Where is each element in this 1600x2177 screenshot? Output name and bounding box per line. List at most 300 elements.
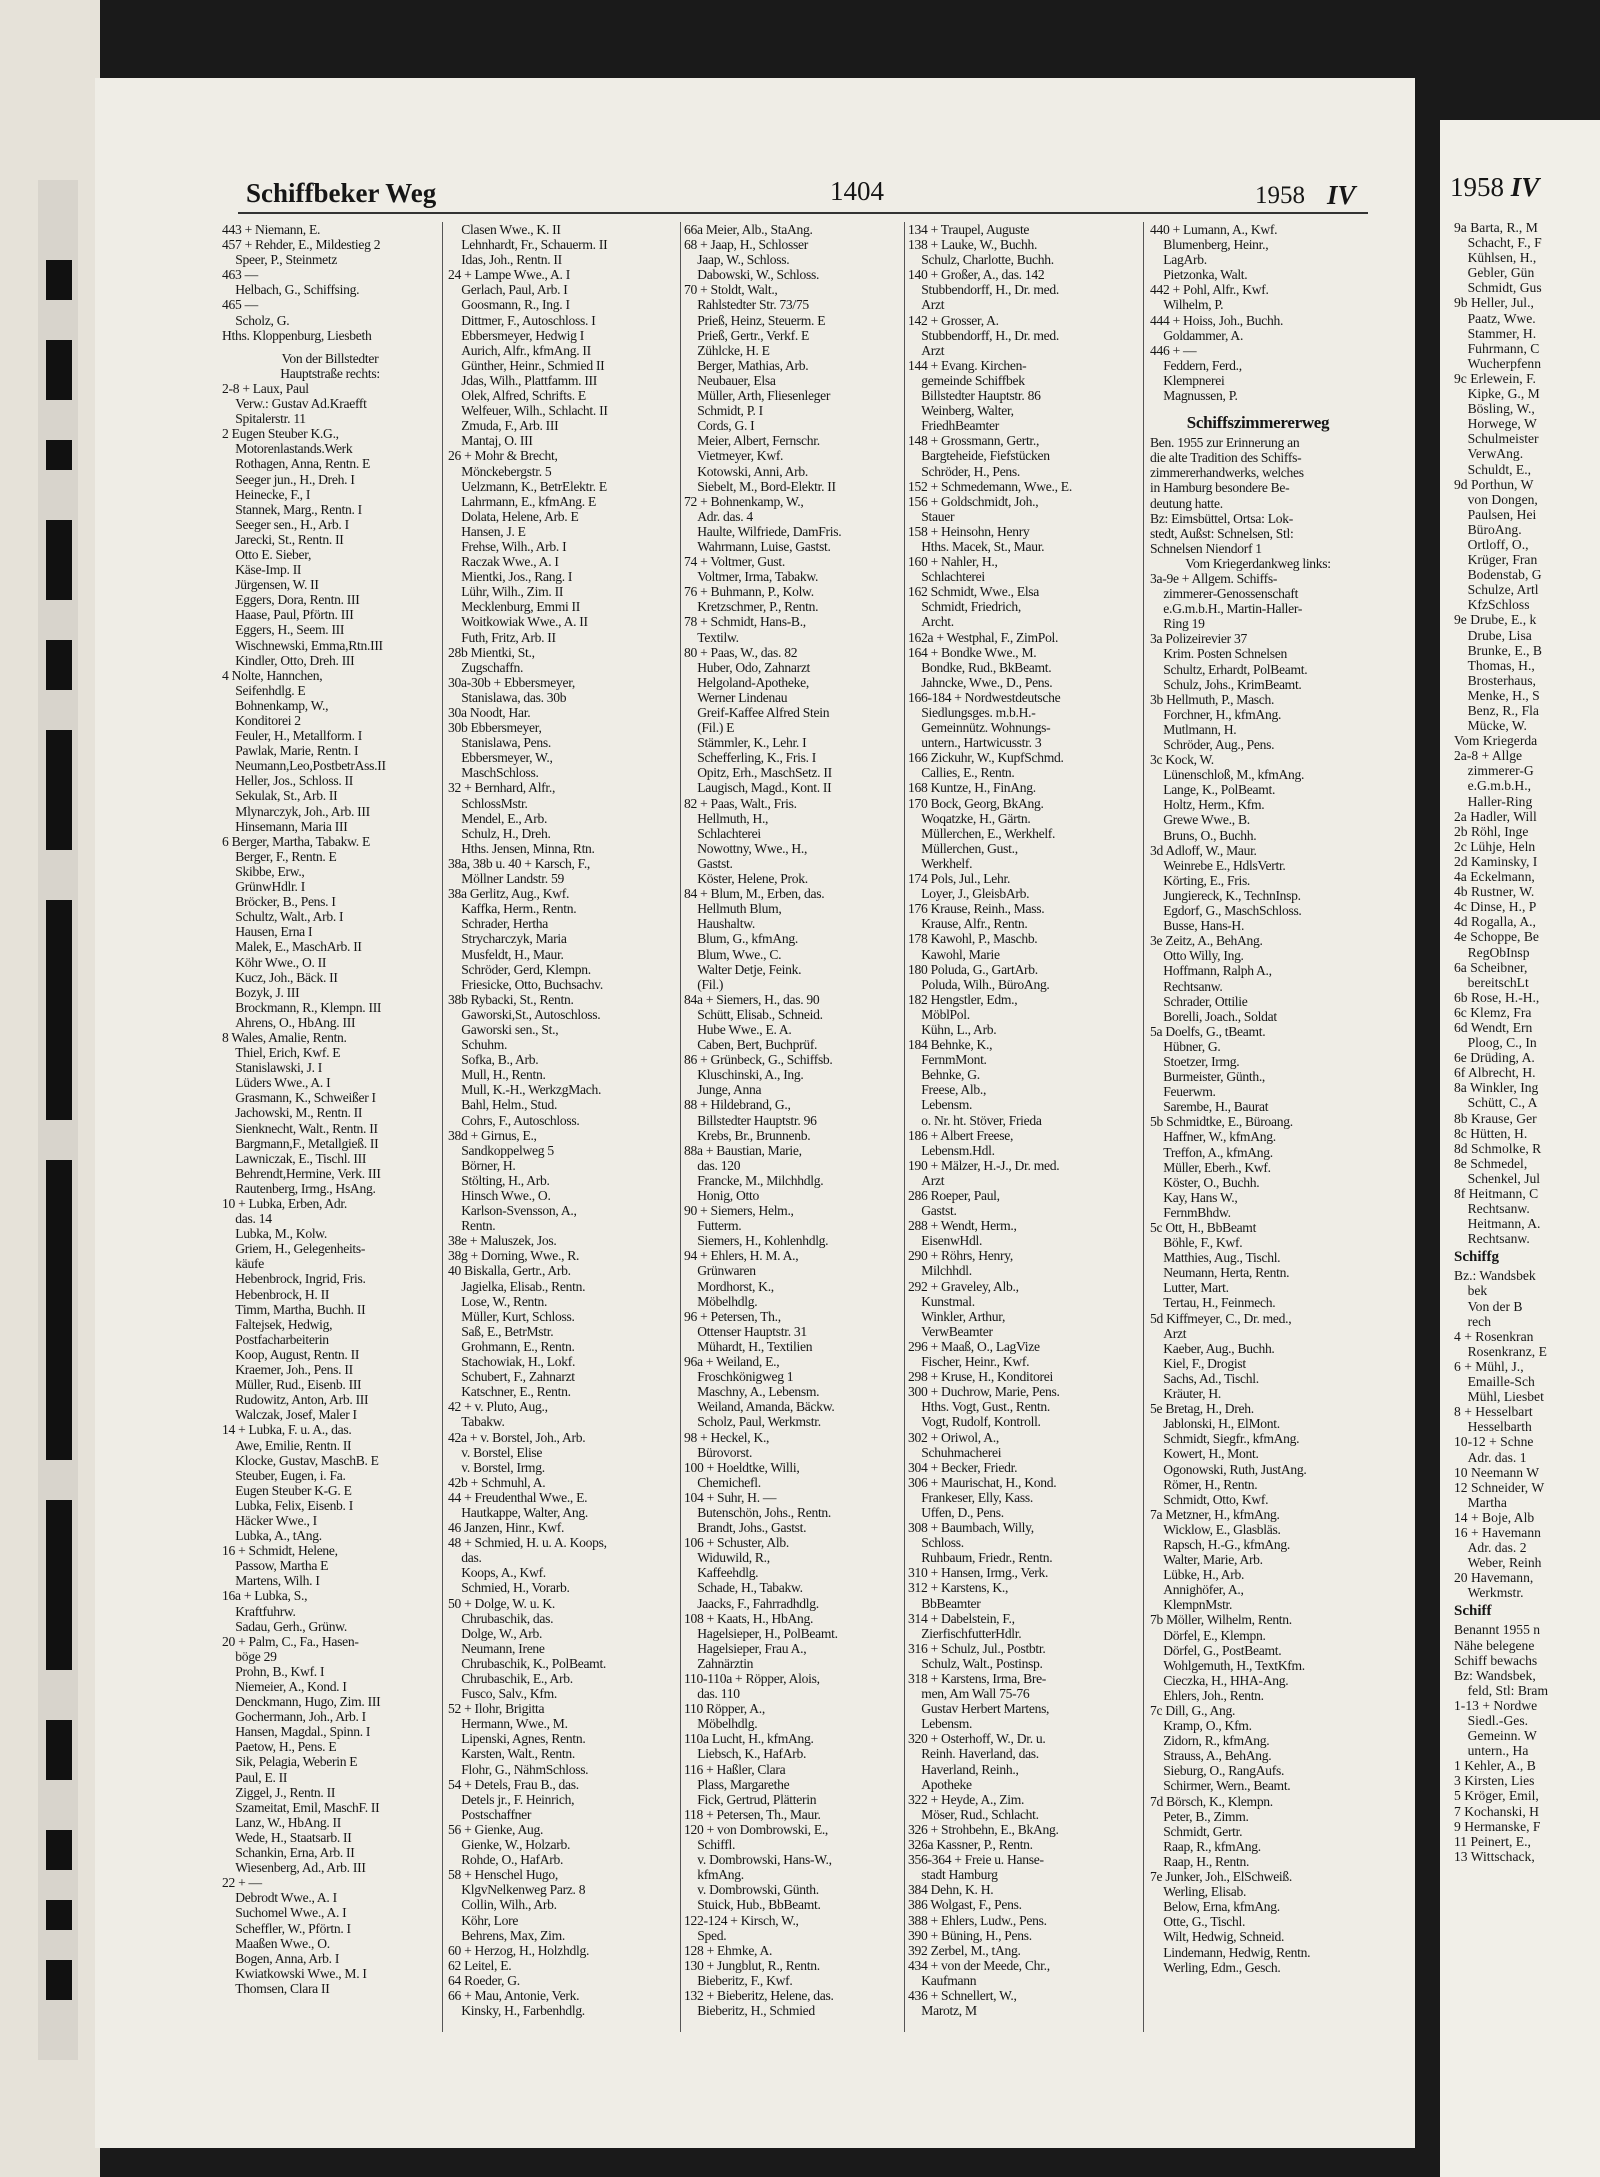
directory-entry: FriedhBeamter xyxy=(908,418,999,434)
directory-entry: 318 + Karstens, Irma, Bre- xyxy=(908,1671,1047,1686)
directory-entry: Uelzmann, K., BetrElektr. E xyxy=(448,478,607,494)
directory-entry: Bieberitz, H., Schmied xyxy=(684,2003,815,2019)
directory-entry: Lünenschloß, M., kfmAng. xyxy=(1150,767,1305,783)
directory-entry: Apotheke xyxy=(908,1776,972,1792)
directory-entry: 144 + Evang. Kirchen- xyxy=(908,357,1027,373)
adjacent-entry: Fuhrmann, C xyxy=(1454,340,1540,356)
adjacent-entry: Paulsen, Hei xyxy=(1454,506,1537,522)
adjacent-entry: Schulze, Artl xyxy=(1454,582,1539,598)
directory-entry: stadt Hamburg xyxy=(908,1867,998,1883)
directory-entry: Berger, Mathias, Arb. xyxy=(684,357,809,373)
directory-entry: Fusco, Salv., Kfm. xyxy=(448,1686,557,1702)
directory-entry: Frankeser, Elly, Kass. xyxy=(908,1489,1033,1505)
directory-entry: Schirmer, Wern., Beamt. xyxy=(1150,1778,1291,1794)
adjacent-entry: 16 + Havemann xyxy=(1454,1524,1541,1540)
binding-mark xyxy=(46,340,72,400)
directory-entry: Wohlgemuth, H., TextKfm. xyxy=(1150,1657,1305,1673)
directory-entry: stedt, Außst: Schnelsen, Stl: xyxy=(1150,525,1294,541)
adjacent-entry: 5 Kröger, Emil, xyxy=(1454,1788,1539,1804)
directory-entry: KlgvNelkenweg Parz. 8 xyxy=(448,1882,586,1898)
directory-entry: 434 + von der Meede, Chr., xyxy=(908,1957,1050,1973)
directory-entry: Kotowski, Anni, Arb. xyxy=(684,463,808,479)
directory-entry: 94 + Ehlers, H. M. A., xyxy=(684,1248,799,1264)
directory-entry: Kunstmal. xyxy=(908,1293,975,1309)
directory-entry: Strycharczyk, Maria xyxy=(448,931,567,947)
directory-entry: 174 Pols, Jul., Lehr. xyxy=(908,871,1011,887)
adjacent-entry: Adr. das. 2 xyxy=(1454,1540,1527,1556)
directory-entry: v. Dombrowski, Günth. xyxy=(684,1882,819,1898)
directory-entry: Werling, Elisab. xyxy=(1150,1884,1247,1900)
directory-entry: 152 + Schmedemann, Wwe., E. xyxy=(908,478,1072,494)
directory-entry: Walczak, Josef, Maler I xyxy=(222,1407,357,1423)
directory-entry: Hths. Vogt, Gust., Rentn. xyxy=(908,1399,1051,1415)
adjacent-entry: Ploog, C., In xyxy=(1454,1035,1537,1051)
directory-entry: das. xyxy=(448,1550,482,1566)
directory-entry: Grohmann, E., Rentn. xyxy=(448,1338,575,1354)
directory-entry: Kinsky, H., Farbenhdlg. xyxy=(448,2003,585,2019)
directory-entry: 106 + Schuster, Alb. xyxy=(684,1535,789,1551)
directory-entry: Thomsen, Clara II xyxy=(222,1980,330,1996)
adjacent-entry: Horwege, W xyxy=(1454,416,1537,432)
directory-entry: Mientki, Jos., Rang. I xyxy=(448,569,573,585)
directory-entry: 176 Krause, Reinh., Mass. xyxy=(908,901,1045,917)
page-number: 1404 xyxy=(830,176,884,206)
directory-entry: Müller, Arth, Fliesenleger xyxy=(684,388,831,404)
directory-entry: Fick, Gertrud, Plätterin xyxy=(684,1791,817,1807)
directory-entry: Collin, Wilh., Arb. xyxy=(448,1897,557,1913)
directory-entry: 58 + Henschel Hugo, xyxy=(448,1867,558,1883)
directory-entry: Müllerchen, Gust., xyxy=(908,840,1018,856)
directory-entry: Gastst. xyxy=(684,855,733,871)
directory-entry: Bargmann,F., Metallgieß. II xyxy=(222,1135,379,1151)
directory-entry: Behnke, G. xyxy=(908,1067,980,1083)
directory-entry: 386 Wolgast, F., Pens. xyxy=(908,1897,1022,1913)
directory-entry: 292 + Graveley, Alb., xyxy=(908,1278,1019,1294)
directory-entry: Köhr Wwe., O. II xyxy=(222,954,327,970)
directory-entry: Müller, Kurt, Schloss. xyxy=(448,1308,575,1324)
adjacent-entry: von Dongen, xyxy=(1454,491,1538,507)
adjacent-entry: Vom Kriegerda xyxy=(1454,733,1538,749)
directory-entry: Hansen, J. E xyxy=(448,523,526,539)
directory-entry: 60 + Herzog, H., Holzhdlg. xyxy=(448,1942,590,1958)
directory-entry: 10 + Lubka, Erben, Adr. xyxy=(222,1196,347,1211)
directory-entry: Lühr, Wilh., Zim. II xyxy=(448,584,564,600)
directory-entry: 120 + von Dombrowski, E., xyxy=(684,1821,829,1837)
directory-entry: Kraemer, Joh., Pens. II xyxy=(222,1362,353,1378)
directory-entry: Lübke, H., Arb. xyxy=(1150,1567,1245,1583)
adjacent-entry: VerwAng. xyxy=(1454,446,1524,462)
directory-entry: Möbelhdlg. xyxy=(684,1716,758,1732)
directory-entry: Neumann, Irene xyxy=(448,1640,545,1656)
directory-entry: Schulz, Walt., Postinsp. xyxy=(908,1655,1043,1671)
directory-entry: Cords, G. I xyxy=(684,418,755,434)
adjacent-entry: Bz.: Wandsbek xyxy=(1454,1268,1536,1284)
directory-entry: Cieczka, H., HHA-Ang. xyxy=(1150,1672,1289,1688)
directory-entry: 56 + Gienke, Aug. xyxy=(448,1821,544,1837)
directory-entry: Schulz, H., Dreh. xyxy=(448,825,551,841)
column-divider xyxy=(680,222,681,2032)
directory-entry: Lanz, W., HbAng. II xyxy=(222,1814,341,1830)
directory-entry: Jarecki, St., Rentn. II xyxy=(222,531,344,547)
directory-entry: das. 120 xyxy=(684,1157,741,1173)
directory-entry: 88a + Baustian, Marie, xyxy=(684,1142,802,1158)
directory-entry: 30a-30b + Ebbersmeyer, xyxy=(448,674,575,690)
directory-entry: 300 + Duchrow, Marie, Pens. xyxy=(908,1384,1060,1400)
directory-entry: 38e + Maluszek, Jos. xyxy=(448,1233,557,1249)
directory-entry: gemeinde Schiffbek xyxy=(908,372,1025,388)
adjacent-entry: Bodenstab, G xyxy=(1454,567,1542,583)
directory-entry: Callies, E., Rentn. xyxy=(908,765,1015,781)
adjacent-entry: Rechtsanw. xyxy=(1454,1231,1530,1247)
directory-entry: Gaworski sen., St., xyxy=(448,1021,559,1037)
binding-mark xyxy=(46,730,72,850)
page-year: 1958 xyxy=(1255,182,1305,209)
directory-entry: das. 110 xyxy=(684,1686,740,1702)
directory-entry: Dittmer, F., Autoschloss. I xyxy=(448,312,596,328)
directory-entry: 110 Röpper, A., xyxy=(684,1701,765,1717)
directory-entry: Egdorf, G., MaschSchloss. xyxy=(1150,903,1302,919)
directory-entry: o. Nr. ht. Stöver, Frieda xyxy=(908,1112,1042,1128)
directory-entry: 70 + Stoldt, Walt., xyxy=(684,282,778,298)
binding-mark xyxy=(46,1160,72,1460)
directory-entry: Stanislawski, J. I xyxy=(222,1060,323,1076)
directory-entry: Honig, Otto xyxy=(684,1188,759,1203)
directory-entry: ZierfischfutterHdlr. xyxy=(908,1625,1022,1641)
directory-entry: Peter, B., Zimm. xyxy=(1150,1808,1249,1824)
adjacent-entry: Wucherpfenn xyxy=(1454,355,1542,371)
directory-entry: 3a Polizeirevier 37 xyxy=(1150,631,1247,647)
directory-entry: Heller, Jos., Schloss. II xyxy=(222,773,353,789)
directory-entry: Busse, Hans-H. xyxy=(1150,918,1245,934)
directory-entry: Kaeber, Aug., Buchh. xyxy=(1150,1340,1275,1356)
directory-entry: Welfeuer, Wilh., Schlacht. II xyxy=(448,403,608,419)
directory-entry: MöblPol. xyxy=(908,1006,970,1022)
directory-entry: Haushaltw. xyxy=(684,916,755,932)
directory-entry: 156 + Goldschmidt, Joh., xyxy=(908,493,1039,509)
adjacent-entry: 4e Schoppe, Be xyxy=(1454,929,1539,945)
adjacent-entry: Schiff bewachs xyxy=(1454,1652,1538,1668)
directory-entry: Prohn, B., Kwf. I xyxy=(222,1663,325,1679)
binding-mark xyxy=(46,1500,72,1670)
directory-entry: Malek, E., MaschArb. II xyxy=(222,939,362,955)
directory-entry: 104 + Suhr, H. — xyxy=(684,1489,777,1505)
directory-entry: 38d + Girnus, E., xyxy=(448,1127,537,1143)
adjacent-entry: 1-13 + Nordwe xyxy=(1454,1697,1538,1713)
directory-entry: 465 — xyxy=(222,297,258,313)
directory-entry: 320 + Osterhoff, W., Dr. u. xyxy=(908,1731,1046,1747)
directory-entry: Kay, Hans W., xyxy=(1150,1189,1238,1205)
adjacent-entry: 10-12 + Schne xyxy=(1454,1434,1534,1450)
directory-entry: Uffen, D., Pens. xyxy=(908,1504,1004,1520)
directory-entry: 356-364 + Freie u. Hanse- xyxy=(908,1852,1044,1868)
directory-entry: Stauer xyxy=(908,508,955,524)
adjacent-entry: 9e Drube, E., k xyxy=(1454,612,1537,628)
directory-entry: 84 + Blum, M., Erben, das. xyxy=(684,886,825,902)
directory-entry: 190 + Mälzer, H.-J., Dr. med. xyxy=(908,1157,1060,1173)
directory-entry: FernmMont. xyxy=(908,1052,987,1068)
directory-entry: Holtz, Herm., Kfm. xyxy=(1150,797,1265,813)
directory-entry: men, Am Wall 75-76 xyxy=(908,1686,1030,1702)
adjacent-entry: untern., Ha xyxy=(1454,1743,1529,1759)
directory-entry: Schuhm. xyxy=(448,1037,508,1053)
directory-entry: Zmuda, F., Arb. III xyxy=(448,418,559,434)
directory-entry: Schubert, F., Zahnarzt xyxy=(448,1369,575,1385)
directory-entry: Schultz, Erhardt, PolBeamt. xyxy=(1150,661,1308,677)
directory-entry: Jahncke, Wwe., D., Pens. xyxy=(908,674,1053,690)
directory-entry: Niemeier, A., Kond. I xyxy=(222,1679,347,1694)
directory-entry: Vietmeyer, Kwf. xyxy=(684,448,784,464)
adjacent-entry: Gebler, Gün xyxy=(1454,265,1535,281)
directory-entry: 52 + Ilohr, Brigitta xyxy=(448,1701,545,1717)
directory-entry: 96 + Petersen, Th., xyxy=(684,1308,781,1324)
directory-entry: 390 + Büning, H., Pens. xyxy=(908,1927,1032,1943)
adjacent-entry: 8a Winkler, Ing xyxy=(1454,1080,1539,1096)
directory-entry: Siemers, H., Kohlenhdlg. xyxy=(684,1233,829,1249)
directory-entry: Suchomel Wwe., A. I xyxy=(222,1905,347,1921)
directory-entry: 38a, 38b u. 40 + Karsch, F., xyxy=(448,855,591,871)
directory-entry: Sachs, Ad., Tischl. xyxy=(1150,1370,1259,1386)
directory-entry: Hagelsieper, H., PolBeamt. xyxy=(684,1625,838,1641)
directory-entry: 26 + Mohr & Brecht, xyxy=(448,448,558,464)
directory-entry: Speer, P., Steinmetz xyxy=(222,252,338,268)
directory-entry: (Fil.) E xyxy=(684,720,735,736)
directory-entry: Rohde, O., HafArb. xyxy=(448,1852,564,1868)
directory-entry: Kwiatkowski Wwe., M. I xyxy=(222,1965,367,1981)
adjacent-entry: Schenkel, Jul xyxy=(1454,1170,1541,1186)
directory-entry: Textilw. xyxy=(684,629,739,645)
adjacent-entry: 8d Schmolke, R xyxy=(1454,1140,1542,1156)
directory-entry: Kaffeehdlg. xyxy=(684,1565,759,1581)
directory-entry: Lahrmann, E., kfmAng. E xyxy=(448,493,596,509)
adjacent-entry: 8f Heitmann, C xyxy=(1454,1186,1539,1201)
directory-entry: 88 + Hildebrand, G., xyxy=(684,1097,791,1113)
directory-entry: Nowottny, Wwe., H., xyxy=(684,840,808,856)
adjacent-entry: 14 + Boje, Alb xyxy=(1454,1509,1535,1525)
directory-entry: 166 Zickuhr, W., KupfSchmd. xyxy=(908,750,1064,766)
directory-entry: Böhle, F., Kwf. xyxy=(1150,1235,1243,1251)
directory-entry: 20 + Palm, C., Fa., Hasen- xyxy=(222,1633,359,1649)
adjacent-page-volume: IV xyxy=(1510,172,1540,202)
directory-entry: Schuhmacherei xyxy=(908,1444,1002,1460)
directory-entry: e.G.m.b.H., Martin-Haller- xyxy=(1150,601,1303,617)
directory-entry: Bondke, Rud., BkBeamt. xyxy=(908,659,1052,675)
directory-entry: Lubka, M., Kolw. xyxy=(222,1226,328,1242)
adjacent-entry: Haller-Ring xyxy=(1454,793,1533,809)
directory-entry: Werner Lindenau xyxy=(684,689,788,705)
directory-entry: das. 14 xyxy=(222,1211,272,1227)
directory-entry: Bürovorst. xyxy=(684,1444,753,1460)
directory-entry: Günther, Heinr., Schmied II xyxy=(448,357,605,373)
directory-entry: Steuber, Eugen, i. Fa. xyxy=(222,1467,346,1483)
adjacent-entry: 6b Rose, H.-H., xyxy=(1454,989,1540,1005)
directory-entry: Haulte, Wilfriede, DamFris. xyxy=(684,523,842,539)
directory-entry: Lose, W., Rentn. xyxy=(448,1293,548,1309)
directory-entry: Sieburg, O., RangAufs. xyxy=(1150,1763,1285,1779)
directory-column-1 xyxy=(222,222,438,2122)
directory-entry: Koops, A., Kwf. xyxy=(448,1565,546,1581)
directory-entry: Zugschaffn. xyxy=(448,659,524,675)
directory-entry: Köhr, Lore xyxy=(448,1912,519,1928)
directory-entry: Hausen, Erna I xyxy=(222,924,313,940)
directory-entry: Schröder, Gerd, Klempn. xyxy=(448,961,591,977)
directory-entry: 8 Wales, Amalie, Rentn. xyxy=(222,1029,347,1045)
directory-entry: Schütt, Elisab., Schneid. xyxy=(684,1006,823,1022)
directory-entry: Stubbendorff, H., Dr. med. xyxy=(908,327,1059,343)
directory-entry: Bz: Eimsbüttel, Ortsa: Lok- xyxy=(1150,510,1293,526)
directory-entry: Caben, Bert, Buchprüf. xyxy=(684,1037,818,1053)
directory-entry: Frehse, Wilh., Arb. I xyxy=(448,538,567,554)
adjacent-entry: Rechtsanw. xyxy=(1454,1201,1530,1217)
directory-entry: Gochermann, Joh., Arb. I xyxy=(222,1709,366,1725)
directory-entry: Annighöfer, A., xyxy=(1150,1582,1244,1598)
directory-entry: Clasen Wwe., K. II xyxy=(448,222,561,237)
directory-entry: Raczak Wwe., A. I xyxy=(448,554,559,570)
directory-entry: Archt. xyxy=(908,614,954,630)
directory-entry: Woqatzke, H., Gärtn. xyxy=(908,810,1031,826)
directory-entry: 166-184 + Nordwestdeutsche xyxy=(908,689,1061,705)
directory-entry: Konditorei 2 xyxy=(222,713,301,728)
directory-entry: Plass, Margarethe xyxy=(684,1776,790,1792)
directory-entry: Neubauer, Elsa xyxy=(684,372,776,388)
directory-entry: 182 Hengstler, Edm., xyxy=(908,991,1018,1007)
directory-entry: Thiel, Erich, Kwf. E xyxy=(222,1045,341,1061)
directory-entry: 66a Meier, Alb., StaAng. xyxy=(684,222,813,237)
directory-entry: Katschner, E., Rentn. xyxy=(448,1384,571,1400)
directory-entry: Zidorn, R., kfmAng. xyxy=(1150,1733,1270,1749)
directory-entry: Sofka, B., Arb. xyxy=(448,1052,539,1068)
directory-entry: Hellmuth Blum, xyxy=(684,901,782,917)
directory-entry: Krebs, Br., Brunnenb. xyxy=(684,1127,811,1143)
directory-entry: 162 Schmidt, Wwe., Elsa xyxy=(908,584,1040,600)
directory-entry: Seeger jun., H., Dreh. I xyxy=(222,471,355,487)
directory-entry: 168 Kuntze, H., FinAng. xyxy=(908,780,1036,796)
directory-entry: v. Borstel, Irmg. xyxy=(448,1459,545,1475)
directory-entry: 308 + Baumbach, Willy, xyxy=(908,1520,1034,1536)
directory-entry: 130 + Jungblut, R., Rentn. xyxy=(684,1957,820,1973)
directory-entry: Skibbe, Erw., xyxy=(222,863,305,879)
directory-entry: Schankin, Erna, Arb. II xyxy=(222,1845,355,1861)
directory-entry: Römer, H., Rentn. xyxy=(1150,1476,1258,1492)
directory-entry: Koop, August, Rentn. II xyxy=(222,1346,360,1362)
binding-mark xyxy=(46,640,72,690)
directory-entry: Gaworski,St., Autoschloss. xyxy=(448,1006,601,1022)
adjacent-entry: zimmerer-G xyxy=(1454,763,1534,779)
directory-entry: Schultz, Walt., Arb. I xyxy=(222,909,344,925)
directory-column-2 xyxy=(448,222,664,2122)
adjacent-entry: Kipke, G., M xyxy=(1454,386,1540,402)
directory-entry: Seeger sen., H., Arb. I xyxy=(222,516,349,532)
directory-entry: Fischer, Heinr., Kwf. xyxy=(908,1354,1030,1370)
directory-entry: 28b Mientki, St., xyxy=(448,644,535,660)
directory-entry: Tertau, H., Feinmech. xyxy=(1150,1295,1276,1311)
directory-entry: Treffon, A., kfmAng. xyxy=(1150,1144,1273,1160)
adjacent-entry: Hesselbarth xyxy=(1454,1419,1532,1435)
directory-entry: die alte Tradition des Schiffs- xyxy=(1150,450,1302,466)
adjacent-entry: feld, Stl: Bram xyxy=(1454,1682,1549,1698)
directory-entry: Zühlcke, H. E xyxy=(684,342,770,358)
directory-entry: 100 + Hoeldtke, Willi, xyxy=(684,1459,800,1475)
binding-mark xyxy=(46,1900,72,1930)
directory-entry: Brandt, Johs., Gastst. xyxy=(684,1520,807,1536)
directory-entry: Butenschön, Johs., Rentn. xyxy=(684,1504,832,1520)
directory-entry: 84a + Siemers, H., das. 90 xyxy=(684,991,820,1007)
directory-entry: 296 + Maaß, O., LagVize xyxy=(908,1338,1040,1354)
directory-entry: 62 Leitel, E. xyxy=(448,1957,512,1973)
directory-entry: Ehlers, Joh., Rentn. xyxy=(1150,1687,1264,1703)
adjacent-entry: Paatz, Wwe. xyxy=(1454,310,1536,326)
directory-entry: Haffner, W., kfmAng. xyxy=(1150,1129,1276,1145)
directory-entry: Gienke, W., Holzarb. xyxy=(448,1837,571,1853)
directory-entry: 286 Roeper, Paul, xyxy=(908,1188,1000,1203)
adjacent-entry: 11 Peinert, E., xyxy=(1454,1833,1531,1849)
directory-entry: 322 + Heyde, A., Zim. xyxy=(908,1791,1025,1807)
directory-entry: Feuler, H., Metallform. I xyxy=(222,728,363,744)
directory-entry: 38a Gerlitz, Aug., Kwf. xyxy=(448,886,570,902)
directory-entry: Hths. Kloppenburg, Liesbeth xyxy=(222,327,372,343)
directory-entry: Chrubaschik, E., Arb. xyxy=(448,1671,573,1686)
directory-entry: 436 + Schnellert, W., xyxy=(908,1987,1017,2003)
street-title: Schiffbeker Weg xyxy=(246,178,437,208)
directory-entry: Möbelhdlg. xyxy=(684,1293,758,1309)
directory-entry: Ebbersmeyer, Hedwig I xyxy=(448,327,584,343)
directory-entry: in Hamburg besondere Be- xyxy=(1150,480,1290,496)
directory-entry: Wischnewski, Emma,Rtn.III xyxy=(222,637,383,653)
directory-entry: Mull, H., Rentn. xyxy=(448,1067,546,1083)
directory-entry: Dörfel, G., PostBeamt. xyxy=(1150,1642,1282,1658)
adjacent-entry: Menke, H., S xyxy=(1454,687,1540,703)
directory-entry: Sadau, Gerh., Grünw. xyxy=(222,1618,347,1634)
directory-entry: 440 + Lumann, A., Kwf. xyxy=(1150,222,1278,237)
adjacent-entry: 2a Hadler, Will xyxy=(1454,808,1537,824)
directory-entry: Bohnenkamp, W., xyxy=(222,697,329,713)
directory-entry: Möser, Rud., Schlacht. xyxy=(908,1806,1039,1822)
directory-entry: Helbach, G., Schiffsing. xyxy=(222,282,360,298)
directory-entry: kfmAng. xyxy=(684,1867,744,1883)
adjacent-entry: Von der B xyxy=(1454,1298,1523,1314)
directory-entry: Lebensm.Hdl. xyxy=(908,1142,995,1158)
binding-mark xyxy=(46,520,72,600)
binding-mark xyxy=(46,1720,72,1780)
directory-entry: Winkler, Arthur, xyxy=(908,1308,1006,1324)
directory-entry: Kindler, Otto, Dreh. III xyxy=(222,652,355,668)
adjacent-entry: Adr. das. 1 xyxy=(1454,1449,1527,1465)
adjacent-entry: Mücke, W. xyxy=(1454,718,1527,734)
directory-entry: 7c Dill, G., Ang. xyxy=(1150,1703,1236,1718)
directory-entry: Ruhbaum, Friedr., Rentn. xyxy=(908,1550,1053,1566)
directory-entry: Schefferling, K., Fris. I xyxy=(684,750,817,766)
adjacent-entry: Bösling, W., xyxy=(1454,401,1535,417)
adjacent-entry: 1 Kehler, A., B xyxy=(1454,1758,1536,1774)
directory-entry: Börner, H. xyxy=(448,1157,516,1173)
directory-entry: Hths. Jensen, Minna, Rtn. xyxy=(448,840,595,856)
adjacent-entry: 9a Barta, R., M xyxy=(1454,220,1538,235)
directory-entry: Opitz, Erh., MaschSetz. II xyxy=(684,765,832,781)
directory-entry: Kucz, Joh., Bäck. II xyxy=(222,969,338,985)
directory-entry: 138 + Lauke, W., Buchh. xyxy=(908,237,1038,253)
adjacent-entry: 6 + Mühl, J., xyxy=(1454,1358,1524,1374)
directory-entry: 442 + Pohl, Alfr., Kwf. xyxy=(1150,282,1269,298)
adjacent-street-heading: Schiffg xyxy=(1454,1249,1499,1266)
directory-entry: 316 + Schulz, Jul., Postbtr. xyxy=(908,1640,1046,1656)
directory-entry: 3e Zeitz, A., BehAng. xyxy=(1150,933,1263,949)
directory-entry: Magnussen, P. xyxy=(1150,388,1238,404)
directory-entry: Mutlmann, H. xyxy=(1150,721,1237,737)
directory-entry: 326 + Strohbehn, E., BkAng. xyxy=(908,1821,1059,1837)
binding-mark xyxy=(46,1960,72,2000)
directory-entry: 110a Lucht, H., kfmAng. xyxy=(684,1731,814,1747)
directory-entry: Brockmann, R., Klempn. III xyxy=(222,999,382,1015)
directory-entry: Schiffl. xyxy=(684,1837,736,1853)
